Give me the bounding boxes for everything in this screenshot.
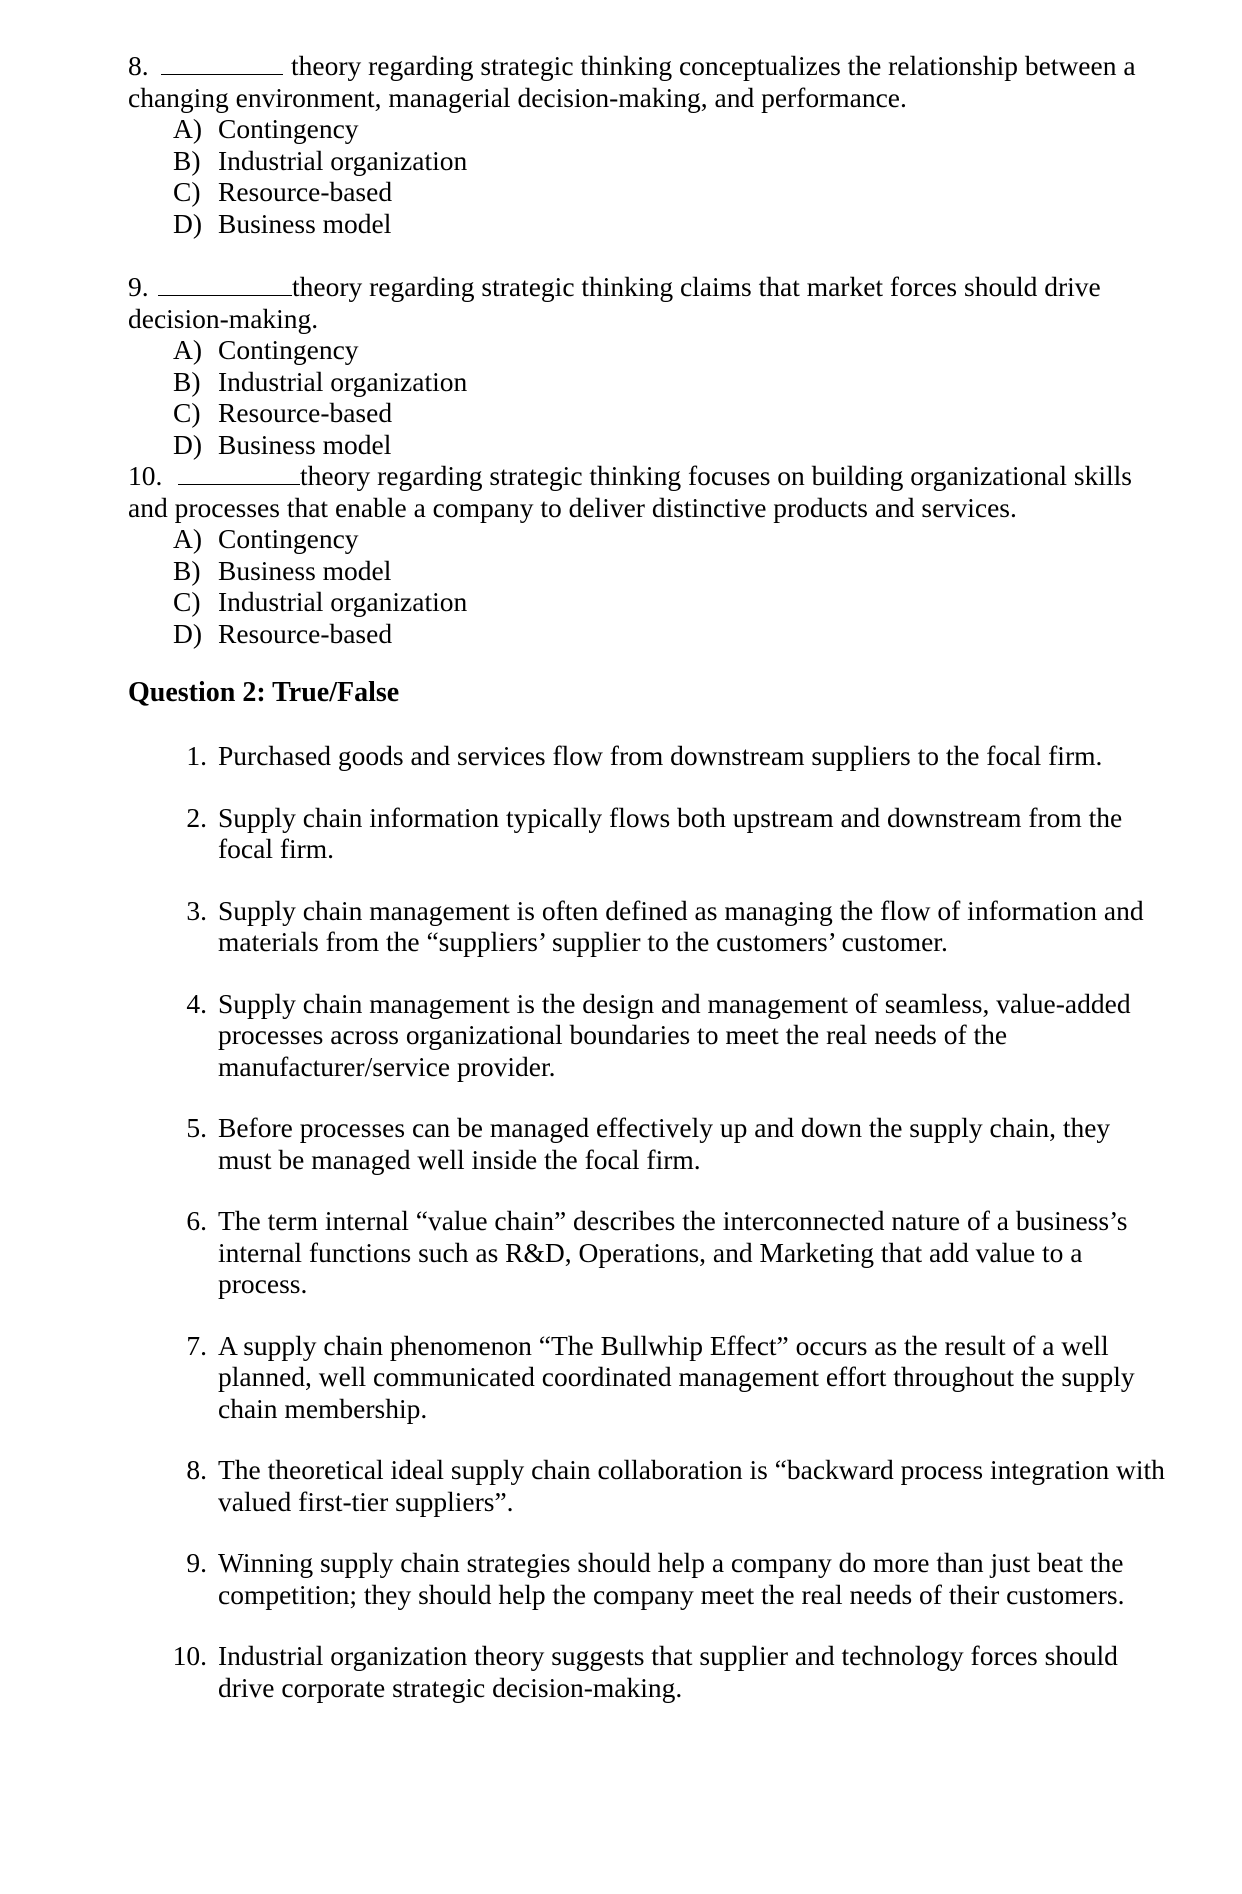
true-false-list [128,740,1168,1703]
tf-item-text: Purchased goods and services flow from downstream suppliers to the focal firm. [218,740,1103,771]
option-b: B) Business model [173,554,392,586]
option-a: A) Contingency [173,523,359,554]
option-list [128,113,1148,239]
answer-blank [158,271,292,296]
tf-item-text: Supply chain management is the design and management of seamless, value-added processes across organizational boundaries to meet the real needs of the manufacturer/service provider. [218,987,1131,1082]
option-c: C) Resource-based [173,176,393,207]
tf-item-text: Before processes can be managed effectively up and down the supply chain, they must be managed well inside the focal firm. [218,1112,1111,1175]
tf-item-text: Supply chain information typically flows both upstream and downstream from the focal firm. [218,801,1123,864]
tf-item-5: 5. Before processes can be managed effectively up and down the supply chain, they must be managed well inside the focal firm. [186,1112,1111,1175]
question-text: theory regarding strategic thinking claims that market forces should drive decision-making. [128,271,1101,334]
option-b: B) Industrial organization [173,144,468,176]
question-text: theory regarding strategic thinking conceptualizes the relationship between a changing environment, managerial decision-making, and performance. [128,50,1136,113]
tf-item-text: Supply chain management is often defined as managing the flow of information and materials from the “suppliers’ supplier to the customers’ customer. [218,894,1144,957]
answer-blank [178,460,300,485]
tf-item-1: 1. Purchased goods and services flow from downstream suppliers to the focal firm. [186,740,1103,771]
tf-item-3: 3. Supply chain management is often defined as managing the flow of information and materials from the “suppliers’ supplier to the customers’ customer. [186,894,1144,957]
option-b: B) Industrial organization [173,365,468,397]
option-a: A) Contingency [173,334,359,365]
option-list [128,523,1148,649]
tf-item-10: 10. Industrial organization theory suggests that supplier and technology forces should drive corporate strategic decision-making. [172,1640,1118,1703]
tf-item-text: Winning supply chain strategies should help a company do more than just beat the competition; they should help the company meet the real needs of their customers. [218,1547,1125,1610]
tf-item-9: 9. Winning supply chain strategies should help a company do more than just beat the competition; they should help the company meet the real needs of their customers. [186,1547,1125,1610]
tf-item-6: 6. The term internal “value chain” describes the interconnected nature of a business’s internal functions such as R&D, Operations, and Marketing that add value to a process. [186,1205,1128,1299]
section-heading: Question 2: True/False [128,677,400,708]
question-stem [128,460,1148,523]
option-a: A) Contingency [173,113,359,144]
tf-item-4: 4. Supply chain management is the design and management of seamless, value-added processes across organizational boundaries to meet the real needs of the manufacturer/service provider. [186,987,1131,1082]
tf-item-2: 2. Supply chain information typically flows both upstream and downstream from the focal firm. [186,801,1123,864]
option-c: C) Resource-based [173,397,393,428]
question-number: 10. [128,460,163,491]
tf-item-7: 7. A supply chain phenomenon “The Bullwhip Effect” occurs as the result of a well planned, well communicated coordinated management effort throughout the supply chain membership. [186,1329,1135,1424]
mc-question-10 [128,460,1148,649]
question-number: 9. [128,271,149,302]
question-number: 8. [128,50,149,81]
option-d: D) Business model [173,428,392,460]
tf-item-text: The term internal “value chain” describes the interconnected nature of a business’s internal functions such as R&D, Operations, and Marketing that add value to a process. [218,1205,1128,1299]
question-stem [128,50,1148,113]
mc-question-9 [128,271,1148,460]
option-list [128,334,1148,460]
question-stem [128,271,1148,334]
question-text: theory regarding strategic thinking focuses on building organizational skills and processes that enable a company to deliver distinctive products and services. [128,460,1132,523]
option-d: D) Resource-based [173,617,393,649]
answer-blank [161,50,283,75]
tf-item-8: 8. The theoretical ideal supply chain collaboration is “backward process integration with valued first-tier suppliers”. [186,1454,1165,1517]
tf-item-text: A supply chain phenomenon “The Bullwhip Effect” occurs as the result of a well planned, well communicated coordinated management effort throughout the supply chain membership. [218,1329,1135,1424]
mc-question-8 [128,50,1148,239]
option-c: C) Industrial organization [173,586,468,617]
tf-item-text: The theoretical ideal supply chain collaboration is “backward process integration with valued first-tier suppliers”. [218,1454,1165,1517]
option-d: D) Business model [173,207,392,239]
tf-item-text: Industrial organization theory suggests that supplier and technology forces should drive corporate strategic decision-making. [218,1640,1118,1703]
